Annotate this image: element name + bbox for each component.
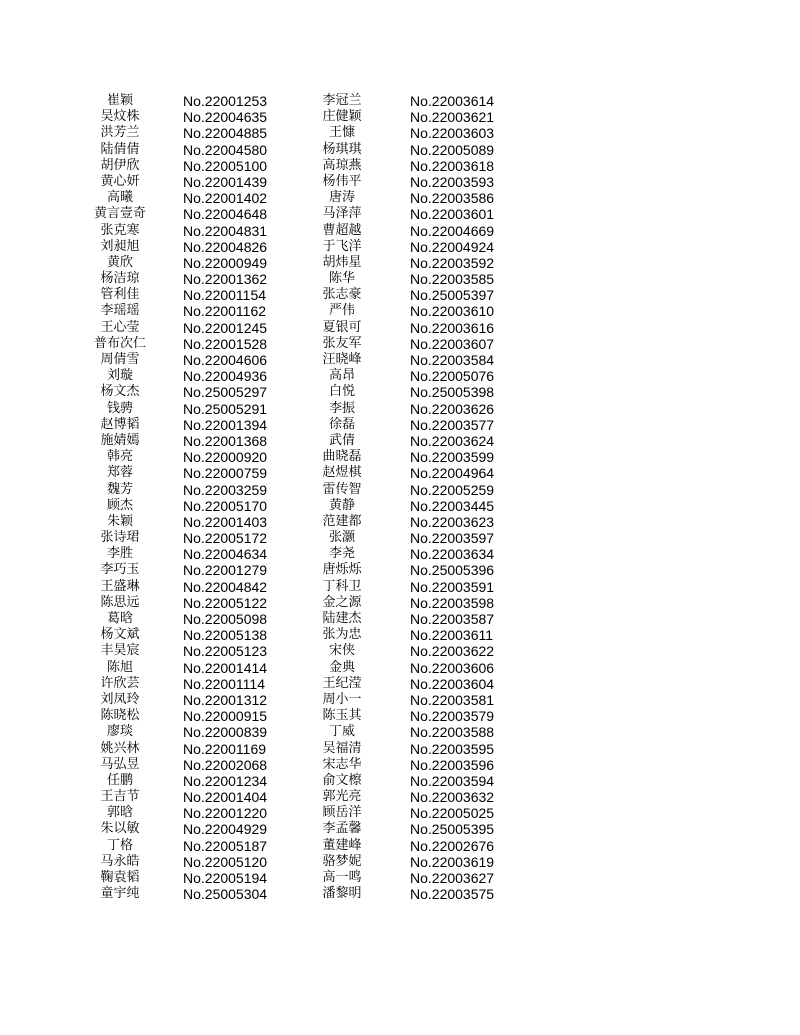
id-left-cell: No.25005304 bbox=[183, 886, 268, 903]
roster-row bbox=[0, 223, 800, 239]
name-left-cell: 崔颖 bbox=[106, 93, 133, 108]
name-left-cell: 刘昶旭 bbox=[100, 238, 140, 254]
roster-row bbox=[0, 142, 800, 158]
name-right-cell: 唐涛 bbox=[328, 190, 355, 206]
name-right-cell: 周小一 bbox=[322, 691, 362, 707]
id-right-cell: No.22003634 bbox=[410, 546, 495, 563]
id-right-cell: No.22003594 bbox=[410, 772, 495, 789]
name-right-cell: 马泽萍 bbox=[322, 206, 362, 222]
id-left-cell: No.22001154 bbox=[183, 287, 267, 304]
roster-row bbox=[0, 757, 800, 773]
id-right-cell: No.22004924 bbox=[410, 238, 495, 255]
id-right-cell: No.25005396 bbox=[410, 562, 495, 579]
name-right-cell: 李尧 bbox=[328, 546, 355, 562]
roster-row bbox=[0, 93, 800, 109]
name-right-cell: 李振 bbox=[328, 400, 355, 416]
id-left-cell: No.22000915 bbox=[183, 708, 268, 725]
name-left-cell: 韩亮 bbox=[106, 449, 133, 465]
id-right-cell: No.22003626 bbox=[410, 400, 495, 417]
id-left-cell: No.22004634 bbox=[183, 546, 268, 563]
name-right-cell: 杨伟平 bbox=[322, 173, 362, 189]
name-left-cell: 普布次仁 bbox=[93, 335, 146, 351]
name-right-cell: 唐烁烁 bbox=[322, 562, 362, 578]
id-right-cell: No.22003579 bbox=[410, 708, 495, 725]
id-right-cell: No.22005259 bbox=[410, 481, 495, 498]
name-left-cell: 刘凤玲 bbox=[100, 691, 140, 707]
name-right-cell: 陈玉其 bbox=[322, 708, 362, 724]
id-left-cell: No.22004885 bbox=[183, 125, 268, 142]
id-left-cell: No.22005120 bbox=[183, 853, 268, 870]
roster-row bbox=[0, 303, 800, 319]
name-right-cell: 宋侠 bbox=[328, 643, 355, 659]
id-left-cell: No.22001403 bbox=[183, 513, 268, 530]
name-left-cell: 顾杰 bbox=[106, 497, 133, 513]
name-left-cell: 陆倩倩 bbox=[100, 141, 140, 157]
name-left-cell: 杨文杰 bbox=[100, 384, 140, 400]
roster-row bbox=[0, 498, 800, 514]
id-left-cell: No.22001162 bbox=[183, 303, 267, 320]
name-left-cell: 许欣芸 bbox=[100, 675, 140, 691]
id-right-cell: No.22003614 bbox=[410, 93, 495, 109]
id-left-cell: No.22004936 bbox=[183, 368, 268, 385]
id-right-cell: No.22002676 bbox=[410, 837, 495, 854]
id-left-cell: No.22001404 bbox=[183, 789, 268, 806]
name-right-cell: 夏银可 bbox=[322, 319, 362, 335]
id-left-cell: No.22001253 bbox=[183, 93, 268, 109]
name-left-cell: 任鹏 bbox=[106, 772, 133, 788]
name-right-cell: 张志豪 bbox=[322, 287, 362, 303]
id-right-cell: No.22003606 bbox=[410, 659, 495, 676]
name-right-cell: 顾岳洋 bbox=[322, 805, 362, 821]
name-right-cell: 严伟 bbox=[328, 303, 355, 319]
name-right-cell: 高昂 bbox=[328, 368, 355, 384]
roster-row bbox=[0, 449, 800, 465]
name-left-cell: 鞠袁韬 bbox=[100, 870, 140, 885]
id-right-cell: No.22003599 bbox=[410, 449, 495, 466]
roster-row bbox=[0, 530, 800, 546]
name-right-cell: 汪晓峰 bbox=[322, 352, 362, 367]
id-right-cell: No.25005398 bbox=[410, 384, 495, 401]
roster-row bbox=[0, 643, 800, 659]
name-left-cell: 丰昊宸 bbox=[100, 643, 140, 659]
name-right-cell: 郭光亮 bbox=[322, 789, 362, 805]
roster-row bbox=[0, 271, 800, 287]
roster-row bbox=[0, 190, 800, 206]
id-left-cell: No.22001312 bbox=[183, 691, 268, 708]
id-right-cell: No.22003604 bbox=[410, 675, 495, 692]
roster-row bbox=[0, 805, 800, 821]
name-right-cell: 赵煜棋 bbox=[322, 465, 362, 481]
id-left-cell: No.22000839 bbox=[183, 724, 268, 741]
id-left-cell: No.22005098 bbox=[183, 611, 268, 627]
roster-row bbox=[0, 692, 800, 708]
id-left-cell: No.22003259 bbox=[183, 481, 268, 498]
name-left-cell: 黄心妍 bbox=[100, 173, 140, 189]
name-left-cell: 张克寒 bbox=[100, 222, 140, 238]
name-right-cell: 王慷 bbox=[328, 125, 355, 141]
id-left-cell: No.22001414 bbox=[183, 659, 268, 676]
id-right-cell: No.22003597 bbox=[410, 530, 495, 547]
roster-row bbox=[0, 838, 800, 854]
id-left-cell: No.22005194 bbox=[183, 870, 268, 886]
id-right-cell: No.22003622 bbox=[410, 643, 495, 660]
name-left-cell: 高曦 bbox=[106, 190, 133, 206]
id-right-cell: No.22003585 bbox=[410, 271, 495, 288]
roster-row bbox=[0, 660, 800, 676]
name-right-cell: 黄静 bbox=[328, 497, 355, 513]
name-left-cell: 廖琰 bbox=[106, 724, 133, 740]
roster-row bbox=[0, 465, 800, 481]
name-left-cell: 王盛琳 bbox=[100, 578, 140, 594]
name-right-cell: 金典 bbox=[328, 659, 355, 675]
roster-row bbox=[0, 287, 800, 303]
id-left-cell: No.22001439 bbox=[183, 173, 268, 190]
id-right-cell: No.22003445 bbox=[410, 497, 495, 514]
id-left-cell: No.25005297 bbox=[183, 384, 268, 401]
id-right-cell: No.22003575 bbox=[410, 886, 495, 903]
id-left-cell: No.22004826 bbox=[183, 238, 268, 255]
roster-row bbox=[0, 546, 800, 562]
roster-row bbox=[0, 562, 800, 578]
name-left-cell: 马永皓 bbox=[100, 853, 140, 869]
roster-row bbox=[0, 886, 800, 902]
roster-row bbox=[0, 384, 800, 400]
roster-row bbox=[0, 514, 800, 530]
name-left-cell: 陈思远 bbox=[100, 594, 140, 610]
roster-row bbox=[0, 433, 800, 449]
roster-row bbox=[0, 627, 800, 643]
id-left-cell: No.22000920 bbox=[183, 449, 268, 466]
name-right-cell: 白悦 bbox=[328, 384, 355, 400]
name-right-cell: 曹超越 bbox=[322, 222, 362, 238]
id-left-cell: No.22005170 bbox=[183, 497, 268, 514]
roster-row bbox=[0, 336, 800, 352]
roster-row bbox=[0, 352, 800, 368]
id-left-cell: No.25005291 bbox=[183, 400, 268, 417]
name-left-cell: 王心莹 bbox=[100, 319, 140, 335]
id-right-cell: No.22004669 bbox=[410, 222, 495, 239]
id-right-cell: No.22003623 bbox=[410, 513, 495, 530]
roster-row bbox=[0, 109, 800, 125]
name-left-cell: 马弘昱 bbox=[100, 756, 140, 772]
name-left-cell: 周倩雪 bbox=[100, 352, 140, 367]
name-right-cell: 徐磊 bbox=[328, 416, 355, 432]
id-left-cell: No.22001114 bbox=[183, 675, 265, 692]
id-right-cell: No.22003591 bbox=[410, 578, 495, 595]
name-right-cell: 潘黎明 bbox=[322, 886, 362, 902]
id-right-cell: No.22003603 bbox=[410, 125, 495, 142]
id-right-cell: No.22003584 bbox=[410, 352, 495, 368]
id-right-cell: No.22005089 bbox=[410, 141, 495, 158]
id-right-cell: No.22003592 bbox=[410, 254, 495, 271]
id-right-cell: No.25005395 bbox=[410, 821, 495, 838]
roster-row bbox=[0, 773, 800, 789]
roster-row bbox=[0, 724, 800, 740]
roster-row bbox=[0, 579, 800, 595]
name-left-cell: 钱骋 bbox=[106, 400, 133, 416]
id-left-cell: No.22004635 bbox=[183, 109, 268, 126]
name-right-cell: 胡炜星 bbox=[322, 254, 362, 270]
name-right-cell: 丁威 bbox=[328, 724, 355, 740]
roster-row bbox=[0, 255, 800, 271]
name-right-cell: 陈华 bbox=[328, 271, 355, 287]
name-left-cell: 杨洁琼 bbox=[100, 271, 140, 287]
name-left-cell: 陈旭 bbox=[106, 659, 133, 675]
id-right-cell: No.22003596 bbox=[410, 756, 495, 773]
name-right-cell: 骆梦妮 bbox=[322, 853, 362, 869]
id-left-cell: No.22001245 bbox=[183, 319, 268, 336]
id-left-cell: No.22005122 bbox=[183, 594, 268, 611]
id-left-cell: No.22004929 bbox=[183, 821, 268, 838]
name-right-cell: 俞文檫 bbox=[322, 772, 362, 788]
name-right-cell: 张友军 bbox=[322, 335, 362, 351]
id-right-cell: No.22003618 bbox=[410, 157, 495, 174]
name-right-cell: 高一鸣 bbox=[322, 870, 362, 885]
id-right-cell: No.22003581 bbox=[410, 691, 495, 708]
id-left-cell: No.22001279 bbox=[183, 562, 268, 579]
id-left-cell: No.22001528 bbox=[183, 335, 268, 352]
id-right-cell: No.22003607 bbox=[410, 335, 495, 352]
name-roster bbox=[0, 93, 800, 902]
name-right-cell: 武倩 bbox=[328, 432, 355, 448]
name-right-cell: 宋志华 bbox=[322, 756, 362, 772]
name-left-cell: 胡伊欣 bbox=[100, 157, 140, 173]
roster-row bbox=[0, 708, 800, 724]
id-right-cell: No.25005397 bbox=[410, 287, 495, 304]
roster-row bbox=[0, 870, 800, 886]
name-left-cell: 童宇纯 bbox=[100, 886, 140, 902]
roster-row bbox=[0, 676, 800, 692]
id-right-cell: No.22005025 bbox=[410, 805, 495, 822]
roster-row bbox=[0, 239, 800, 255]
id-left-cell: No.22005123 bbox=[183, 643, 268, 660]
id-left-cell: No.22004831 bbox=[183, 222, 268, 239]
name-right-cell: 范建都 bbox=[322, 513, 362, 529]
name-right-cell: 雷传智 bbox=[322, 481, 362, 497]
name-right-cell: 庄健颖 bbox=[322, 109, 362, 125]
id-left-cell: No.22005172 bbox=[183, 530, 268, 547]
name-right-cell: 李冠兰 bbox=[322, 93, 362, 108]
name-left-cell: 赵博韬 bbox=[100, 416, 140, 432]
name-left-cell: 丁格 bbox=[106, 837, 133, 853]
name-right-cell: 董建峰 bbox=[322, 837, 362, 853]
roster-row bbox=[0, 741, 800, 757]
name-left-cell: 陈晓松 bbox=[100, 708, 140, 724]
id-left-cell: No.22005187 bbox=[183, 837, 268, 854]
id-right-cell: No.22003616 bbox=[410, 319, 495, 336]
id-left-cell: No.22001234 bbox=[183, 772, 268, 789]
name-left-cell: 姚兴林 bbox=[100, 740, 140, 756]
name-right-cell: 张灏 bbox=[328, 530, 355, 546]
id-right-cell: No.22003598 bbox=[410, 594, 495, 611]
id-right-cell: No.22003621 bbox=[410, 109, 495, 126]
name-right-cell: 于飞洋 bbox=[322, 238, 362, 254]
id-left-cell: No.22001220 bbox=[183, 805, 268, 822]
roster-row bbox=[0, 595, 800, 611]
name-left-cell: 郑蓉 bbox=[106, 465, 133, 481]
id-right-cell: No.22003586 bbox=[410, 190, 495, 207]
name-left-cell: 张诗珺 bbox=[100, 530, 140, 546]
id-right-cell: No.22003619 bbox=[410, 853, 495, 870]
name-left-cell: 郭晗 bbox=[106, 805, 133, 821]
name-left-cell: 吴炆株 bbox=[100, 109, 140, 125]
roster-row bbox=[0, 611, 800, 627]
name-right-cell: 吴福清 bbox=[322, 740, 362, 756]
id-left-cell: No.22004648 bbox=[183, 206, 268, 223]
name-left-cell: 黄言壹奇 bbox=[93, 206, 146, 222]
name-left-cell: 朱以敏 bbox=[100, 821, 140, 837]
id-right-cell: No.22005076 bbox=[410, 368, 495, 385]
roster-row bbox=[0, 368, 800, 384]
id-left-cell: No.22005138 bbox=[183, 627, 268, 644]
id-left-cell: No.22004580 bbox=[183, 141, 268, 158]
id-right-cell: No.22003610 bbox=[410, 303, 495, 320]
roster-row bbox=[0, 789, 800, 805]
id-left-cell: No.22001394 bbox=[183, 416, 268, 433]
name-right-cell: 李孟馨 bbox=[322, 821, 362, 837]
id-left-cell: No.22001402 bbox=[183, 190, 268, 207]
roster-row bbox=[0, 320, 800, 336]
name-left-cell: 刘璇 bbox=[106, 368, 133, 384]
name-right-cell: 王纪滢 bbox=[322, 675, 362, 691]
roster-row bbox=[0, 401, 800, 417]
id-left-cell: No.22001169 bbox=[183, 740, 267, 757]
name-left-cell: 魏芳 bbox=[106, 481, 133, 497]
name-right-cell: 高琼燕 bbox=[322, 157, 362, 173]
name-right-cell: 金之源 bbox=[322, 594, 362, 610]
roster-row bbox=[0, 854, 800, 870]
id-left-cell: No.22001362 bbox=[183, 271, 268, 288]
name-right-cell: 曲晓磊 bbox=[322, 449, 362, 465]
id-right-cell: No.22003588 bbox=[410, 724, 495, 741]
name-left-cell: 李巧玉 bbox=[100, 562, 140, 578]
name-left-cell: 施婧嫣 bbox=[100, 432, 140, 448]
name-left-cell: 朱颖 bbox=[106, 513, 133, 529]
name-left-cell: 葛晗 bbox=[106, 611, 133, 626]
id-left-cell: No.22004842 bbox=[183, 578, 268, 595]
id-right-cell: No.22003627 bbox=[410, 870, 495, 886]
id-left-cell: No.22000949 bbox=[183, 254, 268, 271]
name-left-cell: 李瑶瑶 bbox=[100, 303, 140, 319]
id-left-cell: No.22000759 bbox=[183, 465, 268, 482]
roster-row bbox=[0, 206, 800, 222]
roster-row bbox=[0, 482, 800, 498]
id-right-cell: No.22003611 bbox=[410, 627, 494, 644]
id-right-cell: No.22004964 bbox=[410, 465, 495, 482]
id-right-cell: No.22003601 bbox=[410, 206, 495, 223]
roster-row bbox=[0, 125, 800, 141]
id-right-cell: No.22003577 bbox=[410, 416, 495, 433]
name-left-cell: 洪芳兰 bbox=[100, 125, 140, 141]
id-right-cell: No.22003595 bbox=[410, 740, 495, 757]
id-left-cell: No.22002068 bbox=[183, 756, 268, 773]
id-left-cell: No.22001368 bbox=[183, 432, 268, 449]
name-left-cell: 王吉节 bbox=[100, 789, 140, 805]
name-right-cell: 杨琪琪 bbox=[322, 141, 362, 157]
name-left-cell: 李胜 bbox=[106, 546, 133, 562]
id-left-cell: No.22004606 bbox=[183, 352, 268, 368]
roster-row bbox=[0, 417, 800, 433]
roster-row bbox=[0, 821, 800, 837]
id-right-cell: No.22003593 bbox=[410, 173, 495, 190]
id-right-cell: No.22003632 bbox=[410, 789, 495, 806]
id-right-cell: No.22003624 bbox=[410, 432, 495, 449]
name-right-cell: 张为忠 bbox=[322, 627, 362, 643]
name-right-cell: 陆建杰 bbox=[322, 611, 362, 626]
name-left-cell: 黄欣 bbox=[106, 254, 133, 270]
roster-row bbox=[0, 158, 800, 174]
name-right-cell: 丁科卫 bbox=[322, 578, 362, 594]
name-left-cell: 杨文斌 bbox=[100, 627, 140, 643]
name-left-cell: 管利佳 bbox=[100, 287, 140, 303]
roster-row bbox=[0, 174, 800, 190]
id-left-cell: No.22005100 bbox=[183, 157, 268, 174]
id-right-cell: No.22003587 bbox=[410, 611, 495, 627]
